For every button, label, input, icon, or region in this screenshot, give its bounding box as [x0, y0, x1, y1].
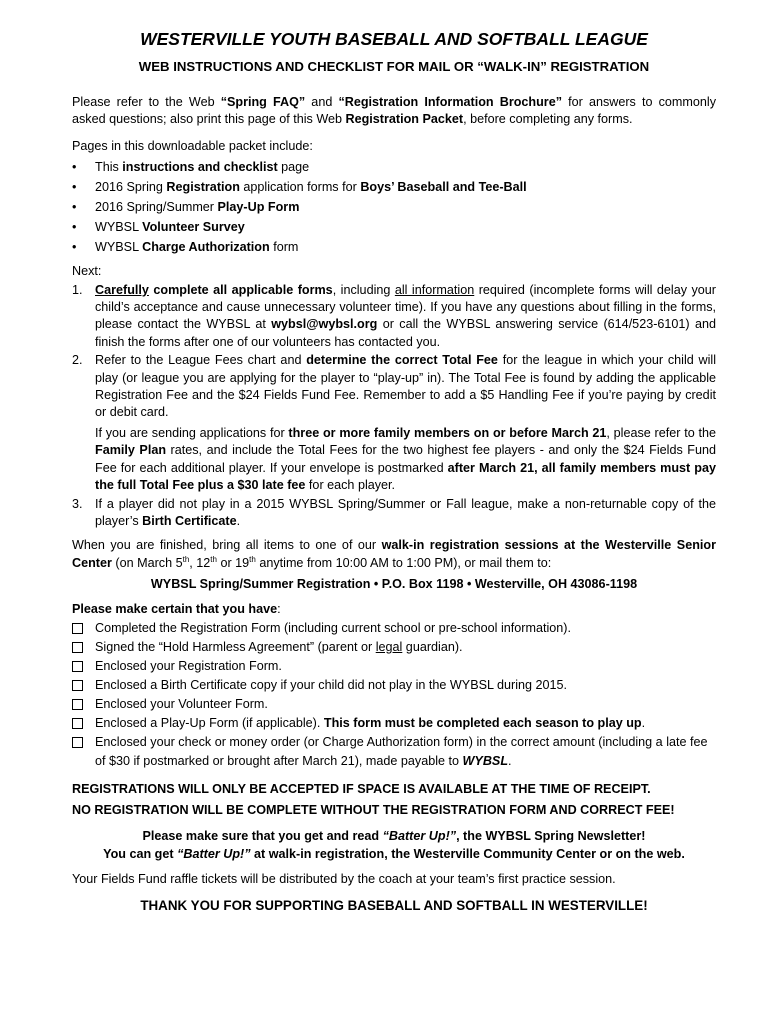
checkbox[interactable]: [72, 737, 83, 748]
bullet-icon: •: [72, 200, 77, 215]
packet-pages-list: [72, 157, 716, 257]
bullet-icon: •: [72, 220, 77, 235]
family-plan-note: If you are sending applications for three or more family members on or before March 21, please refer to the Family Plan rates, and include the Total Fees for the two highest fee players - and only the $24 Fields Fund Fee for each additional player. If your envelope is postmarked after March 21, all family members must pay the full Total Fee plus a $30 late fee for each player.: [95, 425, 716, 493]
checklist-item: Signed the “Hold Harmless Agreement” (parent or legal guardian).: [72, 638, 716, 657]
newsletter-note: Please make sure that you get and read “Batter Up!”, the WYBSL Spring Newsletter! You can get “Batter Up!” at walk-in registration, the Westerville Community Center or on the web.: [103, 828, 685, 861]
bullet-icon: •: [72, 160, 77, 175]
list-item: • WYBSL Volunteer Survey: [72, 217, 716, 237]
checkbox[interactable]: [72, 661, 83, 672]
finish-paragraph: When you are finished, bring all items to one of our walk-in registration sessions at the Westerville Senior Center (on March 5th, 12th or 19th anytime from 10:00 AM to 1:00 PM), or mail them to:: [72, 538, 716, 570]
checklist-item: Completed the Registration Form (including current school or pre-school information).: [72, 619, 716, 638]
raffle-note: Your Fields Fund raffle tickets will be distributed by the coach at your team’s first practice session.: [72, 871, 616, 886]
checklist-item: Enclosed your Registration Form.: [72, 657, 716, 676]
next-label: Next:: [72, 264, 102, 279]
step-3: 3. If a player did not play in a 2015 WYBSL Spring/Summer or Fall league, make a non-returnable copy of the player’s Birth Certificate.: [72, 496, 716, 528]
checklist-item: Enclosed your check or money order (or Charge Authorization form) in the correct amount (including a late fee of $30 if postmarked or brought after March 21), made payable to WYBSL.: [72, 733, 716, 771]
checklist-heading: Please make certain that you have:: [72, 601, 281, 616]
thank-you-line: THANK YOU FOR SUPPORTING BASEBALL AND SOFTBALL IN WESTERVILLE!: [140, 898, 648, 914]
list-item: • This instructions and checklist page: [72, 157, 716, 177]
document-subtitle: WEB INSTRUCTIONS AND CHECKLIST FOR MAIL OR “WALK-IN” REGISTRATION: [138, 59, 650, 74]
bullet-icon: •: [72, 180, 77, 195]
space-available-notice: REGISTRATIONS WILL ONLY BE ACCEPTED IF SPACE IS AVAILABLE AT THE TIME OF RECEIPT.: [72, 781, 651, 796]
notice-block: [72, 779, 716, 821]
checklist-item: Enclosed a Birth Certificate copy if your child did not play in the WYBSL during 2015.: [72, 676, 716, 695]
checkbox[interactable]: [72, 680, 83, 691]
bullet-icon: •: [72, 240, 77, 255]
list-item: • 2016 Spring Registration application forms for Boys’ Baseball and Tee-Ball: [72, 177, 716, 197]
checkbox[interactable]: [72, 699, 83, 710]
step-2: 2. Refer to the League Fees chart and determine the correct Total Fee for the league in which your child will play (or league you are applying for the player to “play-up” in). The Total Fee is found by adding the applicable Registration Fee and the $24 Fields Fund Fee. Remember to add a $5 Handling Fee if you’re paying by credit or debit card. If you are sending applications for three or more family members on or before March 21, please refer to the Family Plan rates, and include the Total Fees for the two highest fee players - and only the $24 Fields Fund Fee for each additional player. If your envelope is postmarked after March 21, all family members must pay the full Total Fee plus a $30 late fee for each player.: [72, 352, 716, 494]
steps-list: [72, 282, 716, 531]
email-link[interactable]: wybsl@wybsl.org: [271, 317, 378, 332]
document-title: WESTERVILLE YOUTH BASEBALL AND SOFTBALL LEAGUE: [140, 29, 648, 49]
list-item: • WYBSL Charge Authorization form: [72, 237, 716, 257]
checklist-item: Enclosed your Volunteer Form.: [72, 695, 716, 714]
checkbox[interactable]: [72, 623, 83, 634]
intro-paragraph: Please refer to the Web “Spring FAQ” and “Registration Information Brochure” for answers to commonly asked questions; also print this page of this Web Registration Packet, before completing any forms.: [72, 95, 716, 127]
checkbox[interactable]: [72, 642, 83, 653]
mailing-address: WYBSL Spring/Summer Registration • P.O. Box 1198 • Westerville, OH 43086-1198: [150, 577, 638, 592]
checklist: [72, 619, 716, 771]
checkbox[interactable]: [72, 718, 83, 729]
incomplete-registration-notice: NO REGISTRATION WILL BE COMPLETE WITHOUT THE REGISTRATION FORM AND CORRECT FEE!: [72, 802, 675, 817]
packet-pages-label: Pages in this downloadable packet include:: [72, 138, 313, 153]
checklist-item: Enclosed a Play-Up Form (if applicable). This form must be completed each season to play up.: [72, 714, 716, 733]
list-item: • 2016 Spring/Summer Play-Up Form: [72, 197, 716, 217]
step-1: 1. Carefully complete all applicable forms, including all information required (incomplete forms will delay your child’s acceptance and cause unnecessary volunteer time). If you have any questions about filling in the forms, please contact the WYBSL at wybsl@wybsl.org or call the WYBSL answering service (614/523-6101) and finish the forms after one of our volunteers has contacted you.: [72, 282, 716, 349]
